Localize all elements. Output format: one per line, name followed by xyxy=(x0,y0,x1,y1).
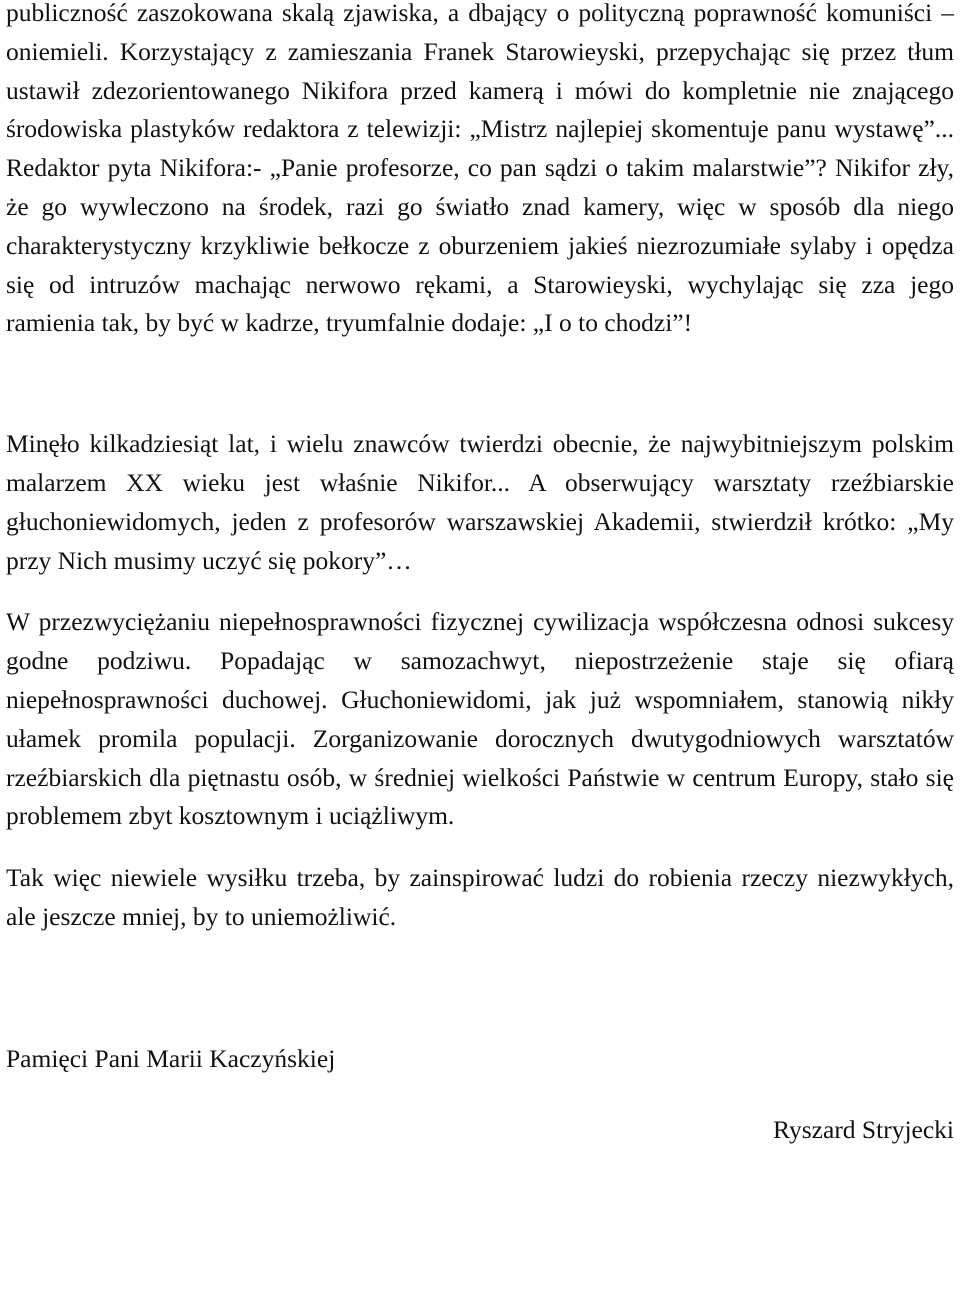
dedication: Pamięci Pani Marii Kaczyńskiej xyxy=(6,1043,336,1073)
paragraph-nikifor-exhibition: publiczność zaszokowana skalą zjawiska, a dbający o polityczną poprawność komuniści – oniemieli. Korzystający z zamieszania Franek Starowieyski, przepychając się przez tłum ustawił zdezorientowanego Nikifora przed kamerą i mówi do kompletnie nie znającego środowiska plastyków redaktora z telewizji: „Mistrz najlepiej skomentuje panu wystawę”... Redaktor pyta Nikifora:- „Panie profesorze, co pan sądzi o takim malarstwie”? Nikifor zły, że go wywleczono na środek, razi go światło znad kamery, więc w sposób dla niego charakterystyczny krzykliwie bełkocze z oburzeniem jakieś niezrozumiałe sylaby i opędza się od intruzów machając nerwowo rękami, a Starowieyski, wychylając się zza jego ramienia tak, by być w kadrze, tryumfalnie dodaje: „I o to chodzi”! xyxy=(6,0,954,338)
paragraph-conclusion: Tak więc niewiele wysiłku trzeba, by zainspirować ludzi do robienia rzeczy niezwykłych, ale jeszcze mniej, by to uniemożliwić. xyxy=(6,863,954,931)
paragraph-disability: W przezwyciężaniu niepełnosprawności fizycznej cywilizacja współczesna odnosi sukcesy godne podziwu. Popadając w samozachwyt, niepostrzeżenie staje się ofiarą niepełnosprawności duchowej. Głuchoniewidomi, jak już wspomniałem, stanowią nikły ułamek promila populacji. Zorganizowanie dorocznych dwutygodniowych warsztatów rzeźbiarskich dla piętnastu osób, w średniej wielkości Państwie w centrum Europy, stało się problemem zbyt kosztownym i uciążliwym. xyxy=(6,607,954,831)
paragraph-nikifor-legacy: Minęło kilkadziesiąt lat, i wielu znawców twierdzi obecnie, że najwybitniejszym polskim malarzem XX wieku jest właśnie Nikifor... A obserwujący warsztaty rzeźbiarskie głuchoniewidomych, jeden z profesorów warszawskiej Akademii, stwierdził krótko: „My przy Nich musimy uczyć się pokory”… xyxy=(6,429,954,575)
author-signature: Ryszard Stryjecki xyxy=(773,1114,954,1144)
document-page xyxy=(6,0,954,1149)
